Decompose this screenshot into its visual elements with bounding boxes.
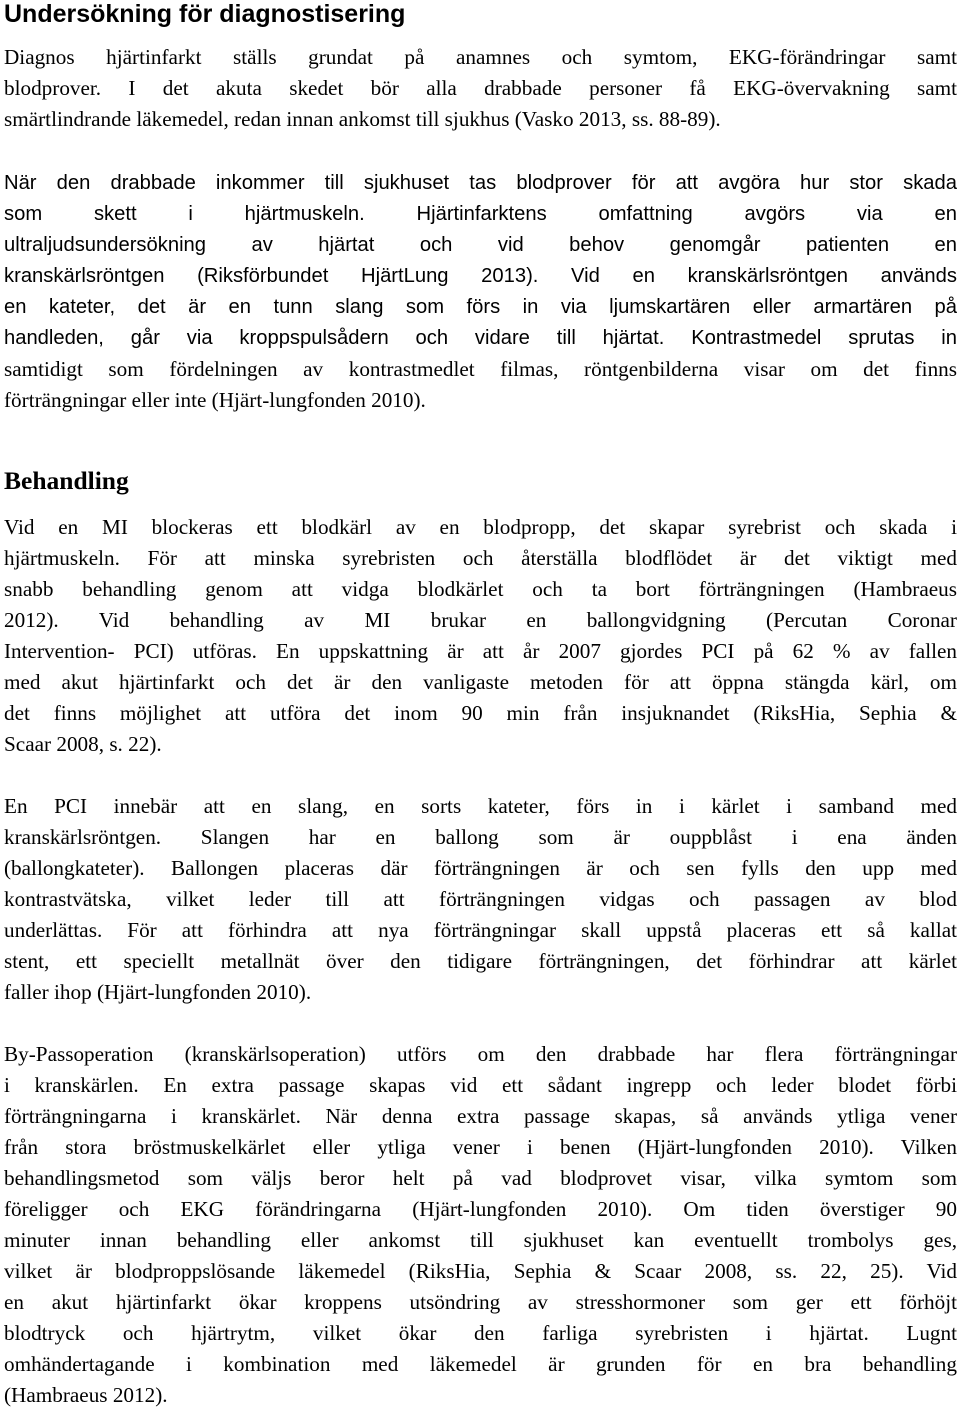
paragraph-treatment-mi — [0, 512, 960, 760]
text-line: (ballongkateter). Ballongen placeras där förträngningen är och sen fylls den upp med — [4, 856, 957, 880]
text-line: en kateter, det är en tunn slang som förs in via ljumskartären eller armartären på — [4, 296, 957, 318]
text-line: föreligger och EKG förändringarna (Hjärt-lungfonden 2010). Om tiden överstiger 90 — [4, 1197, 957, 1221]
text-line: En PCI innebär att en slang, en sorts kateter, förs in i kärlet i samband med — [4, 794, 957, 818]
text-line: smärtlindrande läkemedel, redan innan ankomst till sjukhus (Vasko 2013, ss. 88-89). — [4, 107, 721, 131]
text-line: (Hambraeus 2012). — [4, 1383, 168, 1407]
text-line: med akut hjärtinfarkt och det är den vanligaste metoden för att öppna stängda kärl, om — [4, 670, 957, 694]
text-line: samtidigt som fördelningen av kontrastmedlet filmas, röntgenbilderna visar om det finns — [4, 357, 957, 381]
text-line: det finns möjlighet att utföra det inom 90 min från insjuknandet (RiksHia, Sephia & — [4, 701, 957, 725]
text-line: en akut hjärtinfarkt ökar kroppens utsöndring av stresshormoner som ger ett förhöjt — [4, 1290, 957, 1314]
text-line: från stora bröstmuskelkärlet eller ytliga vener i benen (Hjärt-lungfonden 2010). Vilken — [4, 1135, 957, 1159]
paragraph-treatment-bypass — [0, 1039, 960, 1411]
text-line: som skett i hjärtmuskeln. Hjärtinfarktens omfattning avgörs via en — [4, 203, 957, 225]
text-line: kranskärlsröntgen (Riksförbundet HjärtLung 2013). Vid en kranskärlsröntgen används — [4, 265, 957, 287]
text-line: förträngningar eller inte (Hjärt-lungfonden 2010). — [4, 388, 426, 412]
text-line: underlättas. För att förhindra att nya förträngningar skall uppstå placeras ett så kallat — [4, 918, 957, 942]
text-line: faller ihop (Hjärt-lungfonden 2010). — [4, 980, 312, 1004]
text-line: blodprover. I det akuta skedet bör alla drabbade personer få EKG-övervakning samt — [4, 76, 957, 100]
text-line: Diagnos hjärtinfarkt ställs grundat på anamnes och symtom, EKG-förändringar samt — [4, 45, 957, 69]
text-line: blodtryck och hjärtrytm, vilket ökar den farliga syrebristen i hjärtat. Lugnt — [4, 1321, 957, 1345]
text-line: minuter innan behandling eller ankomst till sjukhuset kan eventuellt trombolys ges, — [4, 1228, 957, 1252]
paragraph-diagnosis-hospital — [0, 168, 960, 416]
text-line: omhändertagande i kombination med läkemedel är grunden för en bra behandling — [4, 1352, 957, 1376]
text-line: Intervention- PCI) utföras. En uppskattning är att år 2007 gjordes PCI på 62 % av fallen — [4, 639, 957, 663]
heading-treatment: Behandling — [4, 466, 129, 495]
text-line: hjärtmuskeln. För att minska syrebristen och återställa blodflödet är det viktigt med — [4, 546, 957, 570]
text-line: Scaar 2008, s. 22). — [4, 732, 162, 756]
text-line: kranskärlsröntgen. Slangen har en ballong som är ouppblåst i ena änden — [4, 825, 957, 849]
paragraph-treatment-pci — [0, 791, 960, 1008]
text-line: vilket är blodproppslösande läkemedel (RiksHia, Sephia & Scaar 2008, ss. 22, 25). Vid — [4, 1259, 957, 1283]
text-line: snabb behandling genom att vidga blodkärlet och ta bort förträngningen (Hambraeus — [4, 577, 957, 601]
text-line: handleden, går via kroppspulsådern och vidare till hjärtat. Kontrastmedel sprutas in — [4, 327, 957, 349]
text-line: By-Passoperation (kranskärlsoperation) utförs om den drabbade har flera förträngningar — [4, 1042, 957, 1066]
paragraph-diagnosis-intro — [0, 42, 960, 135]
text-line: behandlingsmetod som väljs beror helt på vad blodprovet visar, vilka symtom som — [4, 1166, 957, 1190]
text-line: ultraljudsundersökning av hjärtat och vid behov genomgår patienten en — [4, 234, 957, 256]
text-line: När den drabbade inkommer till sjukhuset tas blodprover för att avgöra hur stor skada — [4, 172, 957, 194]
text-line: Vid en MI blockeras ett blodkärl av en blodpropp, det skapar syrebrist och skada i — [4, 515, 957, 539]
text-line: kontrastvätska, vilket leder till att förträngningen vidgas och passagen av blod — [4, 887, 957, 911]
text-line: förträngningarna i kranskärlet. När denna extra passage skapas, så används ytliga vener — [4, 1104, 957, 1128]
text-line: stent, ett speciellt metallnät över den tidigare förträngningen, det förhindrar att kärlet — [4, 949, 957, 973]
text-line: i kranskärlen. En extra passage skapas vid ett sådant ingrepp och leder blodet förbi — [4, 1073, 957, 1097]
heading-diagnosis: Undersökning för diagnostisering — [4, 0, 406, 28]
text-line: 2012). Vid behandling av MI brukar en ballongvidgning (Percutan Coronar — [4, 608, 957, 632]
